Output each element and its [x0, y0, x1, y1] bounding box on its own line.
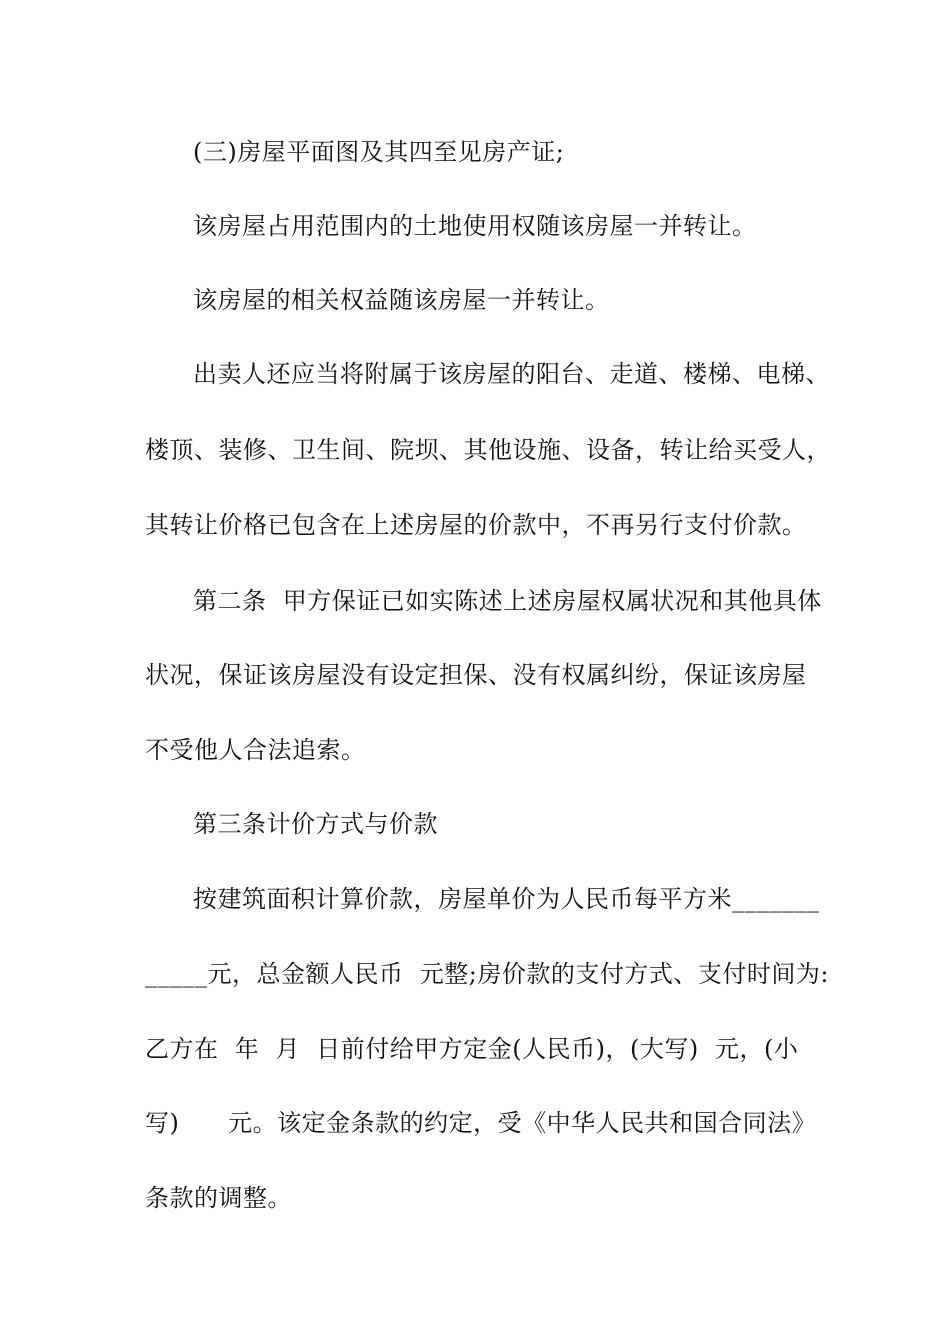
- paragraph-line: 其转让价格已包含在上述房屋的价款中，不再另行支付价款。: [145, 511, 807, 539]
- paragraph-line: 条款的调整。: [145, 1184, 292, 1212]
- paragraph-line: 按建筑面积计算价款，房屋单价为人民币每平方米_______: [193, 885, 820, 913]
- paragraph-line: 不受他人合法追索。: [145, 736, 366, 764]
- paragraph-line: (三)房屋平面图及其四至见房产证;: [193, 138, 565, 166]
- paragraph-line: 楼顶、装修、卫生间、院坝、其他设施、设备，转让给买受人，: [145, 436, 831, 464]
- paragraph-line: 乙方在 年 月 日前付给甲方定金(人民币)，(大写) 元，(小: [145, 1035, 799, 1063]
- paragraph-line: 出卖人还应当将附属于该房屋的阳台、走道、楼梯、电梯、: [193, 360, 830, 388]
- paragraph-line: 写) 元。该定金条款的约定，受《中华人民共和国合同法》: [145, 1109, 817, 1137]
- paragraph-line: 第二条 甲方保证已如实陈述上述房屋权属状况和其他具体: [193, 587, 822, 615]
- paragraph-line: 该房屋的相关权益随该房屋一并转让。: [193, 286, 610, 314]
- paragraph-line: 该房屋占用范围内的土地使用权随该房屋一并转让。: [193, 212, 757, 240]
- paragraph-line: 状况，保证该房屋没有设定担保、没有权属纠纷，保证该房屋: [145, 661, 807, 689]
- paragraph-line: _____元，总金额人民币 元整;房价款的支付方式、支付时间为:: [145, 960, 829, 988]
- section-heading: 第三条计价方式与价款: [193, 810, 438, 838]
